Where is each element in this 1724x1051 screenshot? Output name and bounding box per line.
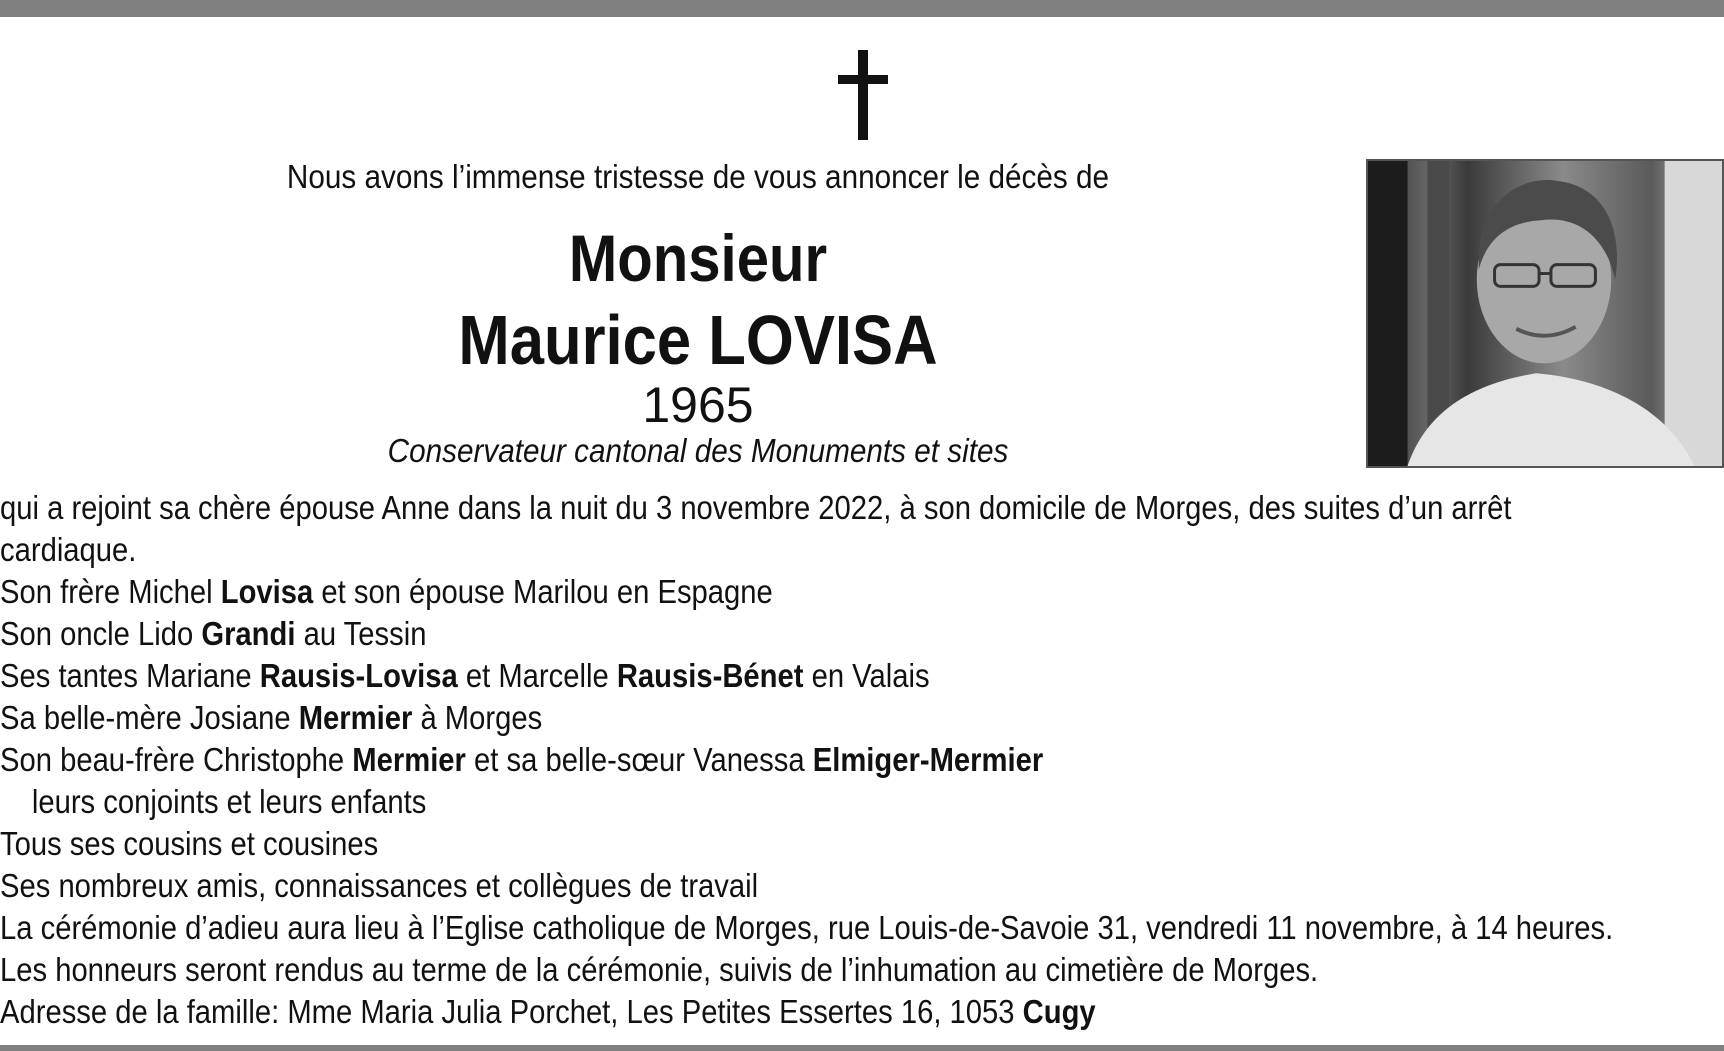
bottom-rule [0,1045,1724,1051]
family-line: Ses nombreux amis, connaissances et collègues de travail [0,867,759,904]
deceased-role: Conservateur cantonal des Monuments et sites [387,432,1009,469]
cross-icon [838,50,888,140]
portrait-photo [1366,159,1724,468]
text-line: qui a rejoint sa chère épouse Anne dans la nuit du 3 novembre 2022, à son domicile de Morges, des suites d’un arrêt [0,489,1512,526]
family-line: Son oncle Lido Grandi au Tessin [0,615,427,652]
top-rule [0,0,1724,17]
family-address: Adresse de la famille: Mme Maria Julia Porchet, Les Petites Essertes 16, 1053 Cugy [0,993,1096,1030]
deceased-name: Maurice LOVISA [458,301,938,379]
announcement-intro: Nous avons l’immense tristesse de vous annoncer le décès de [286,158,1110,195]
obituary-body [0,487,1724,1033]
birth-year: 1965 [642,377,754,433]
family-line: Son frère Michel Lovisa et son épouse Marilou en Espagne [0,573,773,610]
family-line: leurs conjoints et leurs enfants [31,783,427,820]
family-line: Tous ses cousins et cousines [0,825,379,862]
family-line: Son beau-frère Christophe Mermier et sa belle-sœur Vanessa Elmiger-Mermier [0,741,1044,778]
ceremony-line: Les honneurs seront rendus au terme de la cérémonie, suivis de l’inhumation au cimetière de Morges. [0,951,1319,988]
family-line: Sa belle-mère Josiane Mermier à Morges [0,699,543,736]
honorific: Monsieur [568,221,828,295]
ceremony-line: La cérémonie d’adieu aura lieu à l’Eglise catholique de Morges, rue Louis-de-Savoie 31, vendredi 11 novembre, à 14 heures. [0,909,1614,946]
family-line: Ses tantes Mariane Rausis-Lovisa et Marcelle Rausis-Bénet en Valais [0,657,930,694]
text-line: cardiaque. [0,531,137,568]
